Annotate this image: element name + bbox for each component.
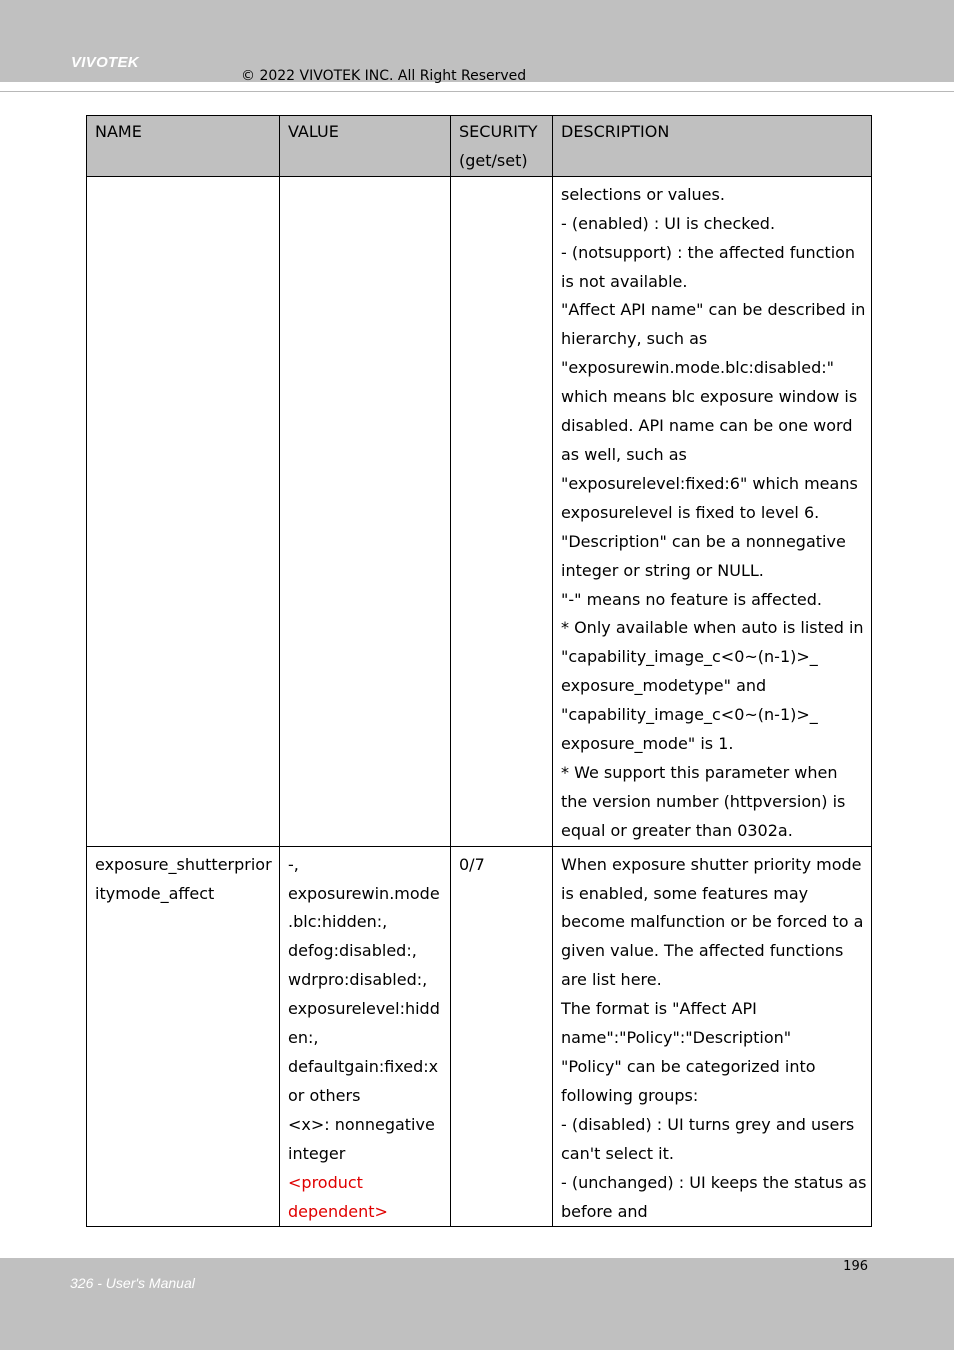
text-line: - (enabled) : UI is checked. — [561, 213, 776, 233]
text-line: - (disabled) : UI turns grey and users — [561, 1114, 855, 1134]
text-line: or others — [288, 1085, 361, 1105]
text-line: become malfunction or be forced to a — [561, 912, 864, 932]
text-line: "-" means no feature is affected. — [561, 589, 822, 609]
text-line: integer — [288, 1143, 346, 1163]
col-header-name: NAME — [87, 116, 280, 177]
text-line: -, — [288, 854, 299, 874]
text-line: equal or greater than 0302a. — [561, 820, 793, 840]
row2-description-cell — [553, 846, 872, 1227]
text-line: exposure_modetype" and — [561, 676, 767, 696]
text-line: - (unchanged) : UI keeps the status as — [561, 1172, 867, 1192]
text-line: * We support this parameter when — [561, 762, 838, 782]
text-line: hierarchy, such as — [561, 329, 708, 349]
col-header-description: DESCRIPTION — [553, 116, 872, 177]
text-line: "capability_image_c<0~(n-1)>_ — [561, 705, 818, 725]
row1-description-cell — [553, 176, 872, 846]
text-line: The format is "Affect API — [561, 999, 757, 1019]
text-line: When exposure shutter priority mode — [561, 854, 862, 874]
text-line: .blc:hidden:, — [288, 912, 388, 932]
text-line: integer or string or NULL. — [561, 560, 764, 580]
text-line: defaultgain:fixed:x — [288, 1057, 439, 1076]
text-line: "Description" can be a nonnegative — [561, 531, 846, 551]
text-line: disabled. API name can be one word — [561, 416, 853, 436]
header-divider — [0, 91, 954, 92]
col-header-value: VALUE — [280, 116, 451, 177]
row2-value-cell — [280, 846, 451, 1227]
brand-logo: VIVOTEK — [71, 54, 139, 71]
text-line: exposure_mode" is 1. — [561, 734, 734, 754]
text-line: <product — [288, 1172, 363, 1192]
row1-security-cell — [451, 176, 553, 846]
text-line: exposure_shutterprior — [95, 854, 272, 874]
text-line: dependent> — [288, 1201, 388, 1221]
text-line: is enabled, some features may — [561, 883, 809, 903]
text-line: as well, such as — [561, 444, 687, 464]
security-subheader: (get/set) — [459, 150, 528, 170]
text-line: - (notsupport) : the affected function — [561, 242, 856, 262]
row2-security-cell: 0/7 — [451, 846, 553, 1227]
text-line: en:, — [288, 1028, 319, 1048]
parameter-table — [86, 115, 872, 1227]
copyright-text: © 2022 VIVOTEK INC. All Right Reserved — [241, 68, 527, 84]
row1-value-cell — [280, 176, 451, 846]
text-line: exposurewin.mode — [288, 883, 440, 903]
col-header-security: SECURITY (get/set) — [451, 116, 553, 177]
text-line: wdrpro:disabled:, — [288, 970, 428, 990]
text-line: the version number (httpversion) is — [561, 791, 846, 811]
product-dependent-note — [288, 1169, 442, 1227]
text-line: "exposurelevel:fixed:6" which means — [561, 473, 858, 493]
text-line: "Policy" can be categorized into — [561, 1057, 816, 1076]
page-number: 196 — [843, 1259, 868, 1274]
text-line: * Only available when auto is listed in — [561, 618, 864, 638]
text-line: <x>: nonnegative — [288, 1114, 435, 1134]
table-row — [87, 176, 872, 846]
table-header-row — [87, 116, 872, 177]
footer-band — [0, 1258, 954, 1350]
text-line: is not available. — [561, 271, 688, 291]
text-line: given value. The affected functions — [561, 941, 844, 961]
text-line: following groups: — [561, 1085, 699, 1105]
row2-name-cell — [87, 846, 280, 1227]
text-line: defog:disabled:, — [288, 941, 417, 961]
manual-page-label: 326 - User's Manual — [70, 1275, 195, 1291]
row1-name-cell — [87, 176, 280, 846]
text-line: are list here. — [561, 970, 662, 990]
text-line: can't select it. — [561, 1143, 674, 1163]
table-row — [87, 846, 872, 1227]
text-line: name":"Policy":"Description" — [561, 1028, 792, 1048]
text-line: "exposurewin.mode.blc:disabled:" — [561, 358, 834, 378]
text-line: itymode_affect — [95, 883, 215, 903]
text-line: "capability_image_c<0~(n-1)>_ — [561, 647, 818, 667]
text-line: before and — [561, 1201, 648, 1221]
text-line: exposurelevel is fixed to level 6. — [561, 502, 820, 522]
text-line: selections or values. — [561, 184, 725, 204]
text-line: exposurelevel:hidd — [288, 999, 440, 1019]
text-line: which means blc exposure window is — [561, 387, 858, 407]
text-line: "Affect API name" can be described in — [561, 300, 866, 320]
